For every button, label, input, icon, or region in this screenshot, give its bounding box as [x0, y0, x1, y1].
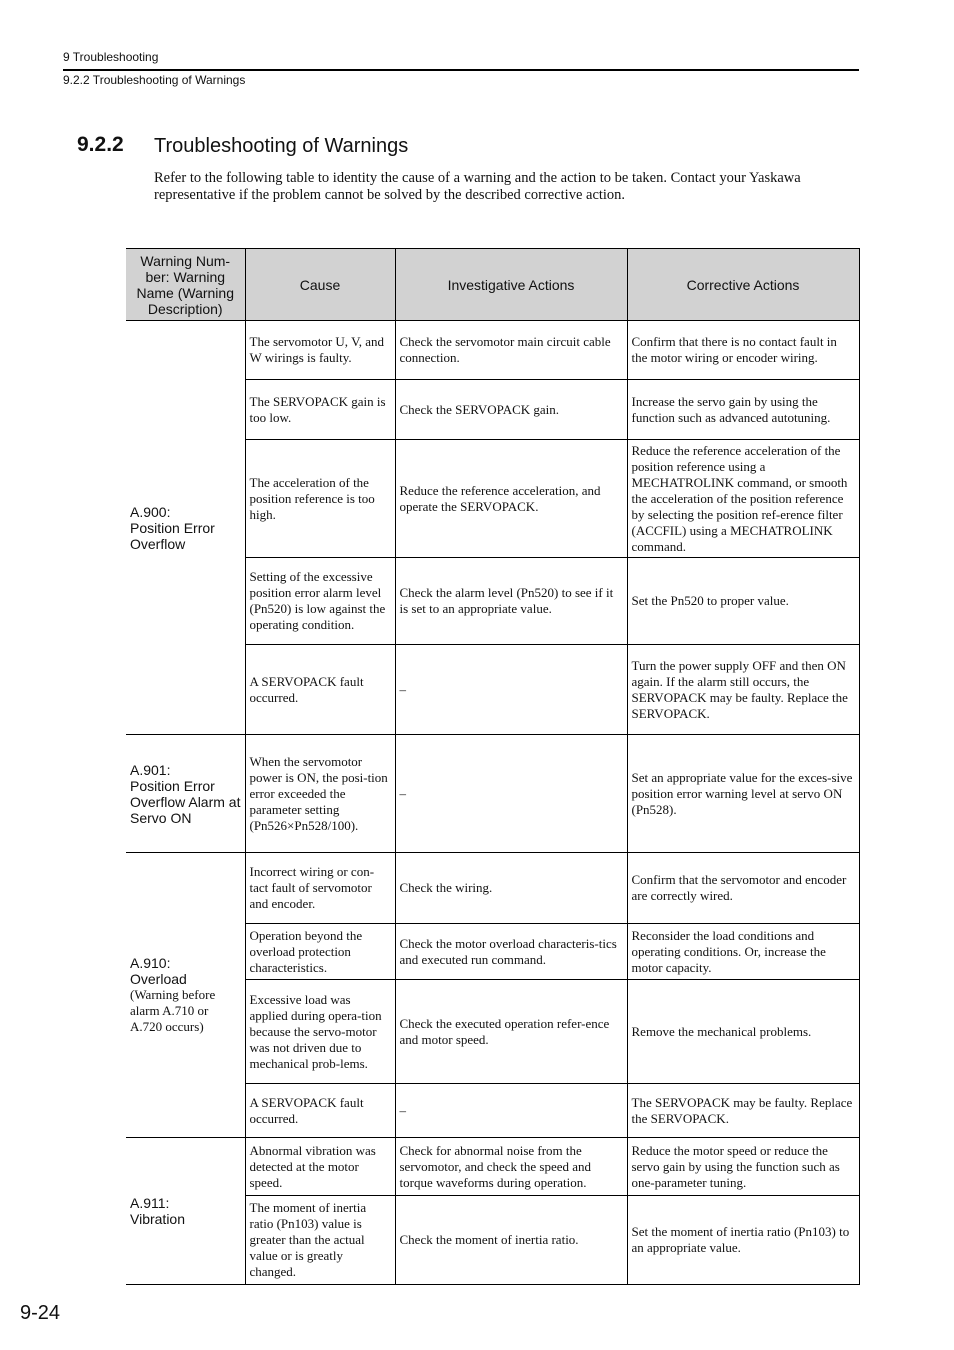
correct-cell: Reduce the motor speed or reduce the servo gain by using the function such as one-parameter tuning. [627, 1138, 859, 1196]
warning-code: A.911: [130, 1195, 170, 1211]
investigate-cell: Check the alarm level (Pn520) to see if it is set to an appropriate value. [395, 558, 627, 645]
cause-cell: Operation beyond the overload protection characteristics. [245, 924, 395, 980]
table-row [126, 853, 859, 924]
cause-cell: Abnormal vibration was detected at the motor speed. [245, 1138, 395, 1196]
header-rule [63, 69, 859, 71]
cause-cell: Setting of the excessive position error alarm level (Pn520) is low against the operating condition. [245, 558, 395, 645]
correct-cell: Set an appropriate value for the exces-sive position error warning level at servo ON (Pn528). [627, 735, 859, 853]
cause-cell: Excessive load was applied during opera-tion because the servo-motor was not driven due to mechanical prob-lems. [245, 980, 395, 1084]
running-header-section: 9.2.2 Troubleshooting of Warnings [63, 73, 246, 87]
correct-cell: Reconsider the load conditions and operating conditions. Or, increase the motor capacity. [627, 924, 859, 980]
col-header-warning: Warning Num-ber: Warning Name (Warning Description) [126, 249, 245, 321]
correct-cell: Turn the power supply OFF and then ON again. If the alarm still occurs, the SERVOPACK may be faulty. Replace the SERVOPACK. [627, 645, 859, 735]
correct-cell: Remove the mechanical problems. [627, 980, 859, 1084]
page-number: 9-24 [20, 1302, 61, 1324]
cause-cell: The moment of inertia ratio (Pn103) value is greater than the actual value or is greatly changed. [245, 1196, 395, 1285]
table-row [126, 735, 859, 853]
warnings-table [126, 248, 860, 1285]
warning-name: Overload [130, 971, 187, 987]
cause-cell: A SERVOPACK fault occurred. [245, 1084, 395, 1138]
investigate-cell: – [395, 1084, 627, 1138]
investigate-cell: Check the SERVOPACK gain. [395, 380, 627, 440]
correct-cell: Confirm that the servomotor and encoder are correctly wired. [627, 853, 859, 924]
section-number: 9.2.2 [77, 133, 124, 156]
warning-code: A.900: [130, 503, 171, 520]
correct-cell: The SERVOPACK may be faulty. Replace the SERVOPACK. [627, 1084, 859, 1138]
correct-cell: Confirm that there is no contact fault in the motor wiring or encoder wiring. [627, 321, 859, 380]
cause-cell: The servomotor U, V, and W wirings is faulty. [245, 321, 395, 380]
correct-cell: Set the moment of inertia ratio (Pn103) to an appropriate value. [627, 1196, 859, 1285]
investigate-cell: Check the servomotor main circuit cable connection. [395, 321, 627, 380]
investigate-cell: – [395, 735, 627, 853]
warning-cell-a900 [126, 321, 245, 735]
investigate-cell: – [395, 645, 627, 735]
investigate-cell: Check the moment of inertia ratio. [395, 1196, 627, 1285]
warning-name: Position Error Overflow [130, 519, 215, 552]
correct-cell: Reduce the reference acceleration of the position reference using a MECHATROLINK command, or smooth the acceleration of the position reference by selecting the position ref-erence filter (ACCFIL) using a MECHATROLINK command. [627, 440, 859, 558]
col-header-investigative: Investigative Actions [395, 249, 627, 321]
correct-cell: Increase the servo gain by using the function such as advanced autotuning. [627, 380, 859, 440]
table-row [126, 321, 859, 380]
running-header-chapter: 9 Troubleshooting [63, 50, 159, 64]
warning-code: A.901: [130, 761, 171, 778]
warning-note: (Warning before alarm A.710 or A.720 occurs) [130, 987, 216, 1034]
cause-cell: The SERVOPACK gain is too low. [245, 380, 395, 440]
investigate-cell: Check the executed operation refer-ence and motor speed. [395, 980, 627, 1084]
col-header-corrective: Corrective Actions [627, 249, 859, 321]
warning-code: A.910: [130, 955, 171, 971]
investigate-cell: Check the motor overload characteris-tics and executed run command. [395, 924, 627, 980]
col-header-cause: Cause [245, 249, 395, 321]
cause-cell: A SERVOPACK fault occurred. [245, 645, 395, 735]
warning-cell-a910 [126, 853, 245, 1138]
cause-cell: Incorrect wiring or con-tact fault of servomotor and encoder. [245, 853, 395, 924]
section-title: Troubleshooting of Warnings [154, 135, 409, 157]
warning-name: Position Error Overflow Alarm at Servo ON [130, 777, 241, 826]
correct-cell: Set the Pn520 to proper value. [627, 558, 859, 645]
table-header-row [126, 249, 859, 321]
table-row [126, 1138, 859, 1196]
cause-cell: The acceleration of the position reference is too high. [245, 440, 395, 558]
investigate-cell: Reduce the reference acceleration, and operate the SERVOPACK. [395, 440, 627, 558]
investigate-cell: Check for abnormal noise from the servomotor, and check the speed and torque waveforms during operation. [395, 1138, 627, 1196]
warning-cell-a901 [126, 735, 245, 853]
investigate-cell: Check the wiring. [395, 853, 627, 924]
warning-name: Vibration [130, 1211, 186, 1227]
intro-paragraph: Refer to the following table to identity the cause of a warning and the action to be taken. Contact your Yaskawa representative if the problem cannot be solved by the described corrective action. [154, 170, 801, 203]
warning-cell-a911 [126, 1138, 245, 1285]
cause-cell: When the servomotor power is ON, the posi-tion error exceeded the parameter setting (Pn526×Pn528/100). [245, 735, 395, 853]
